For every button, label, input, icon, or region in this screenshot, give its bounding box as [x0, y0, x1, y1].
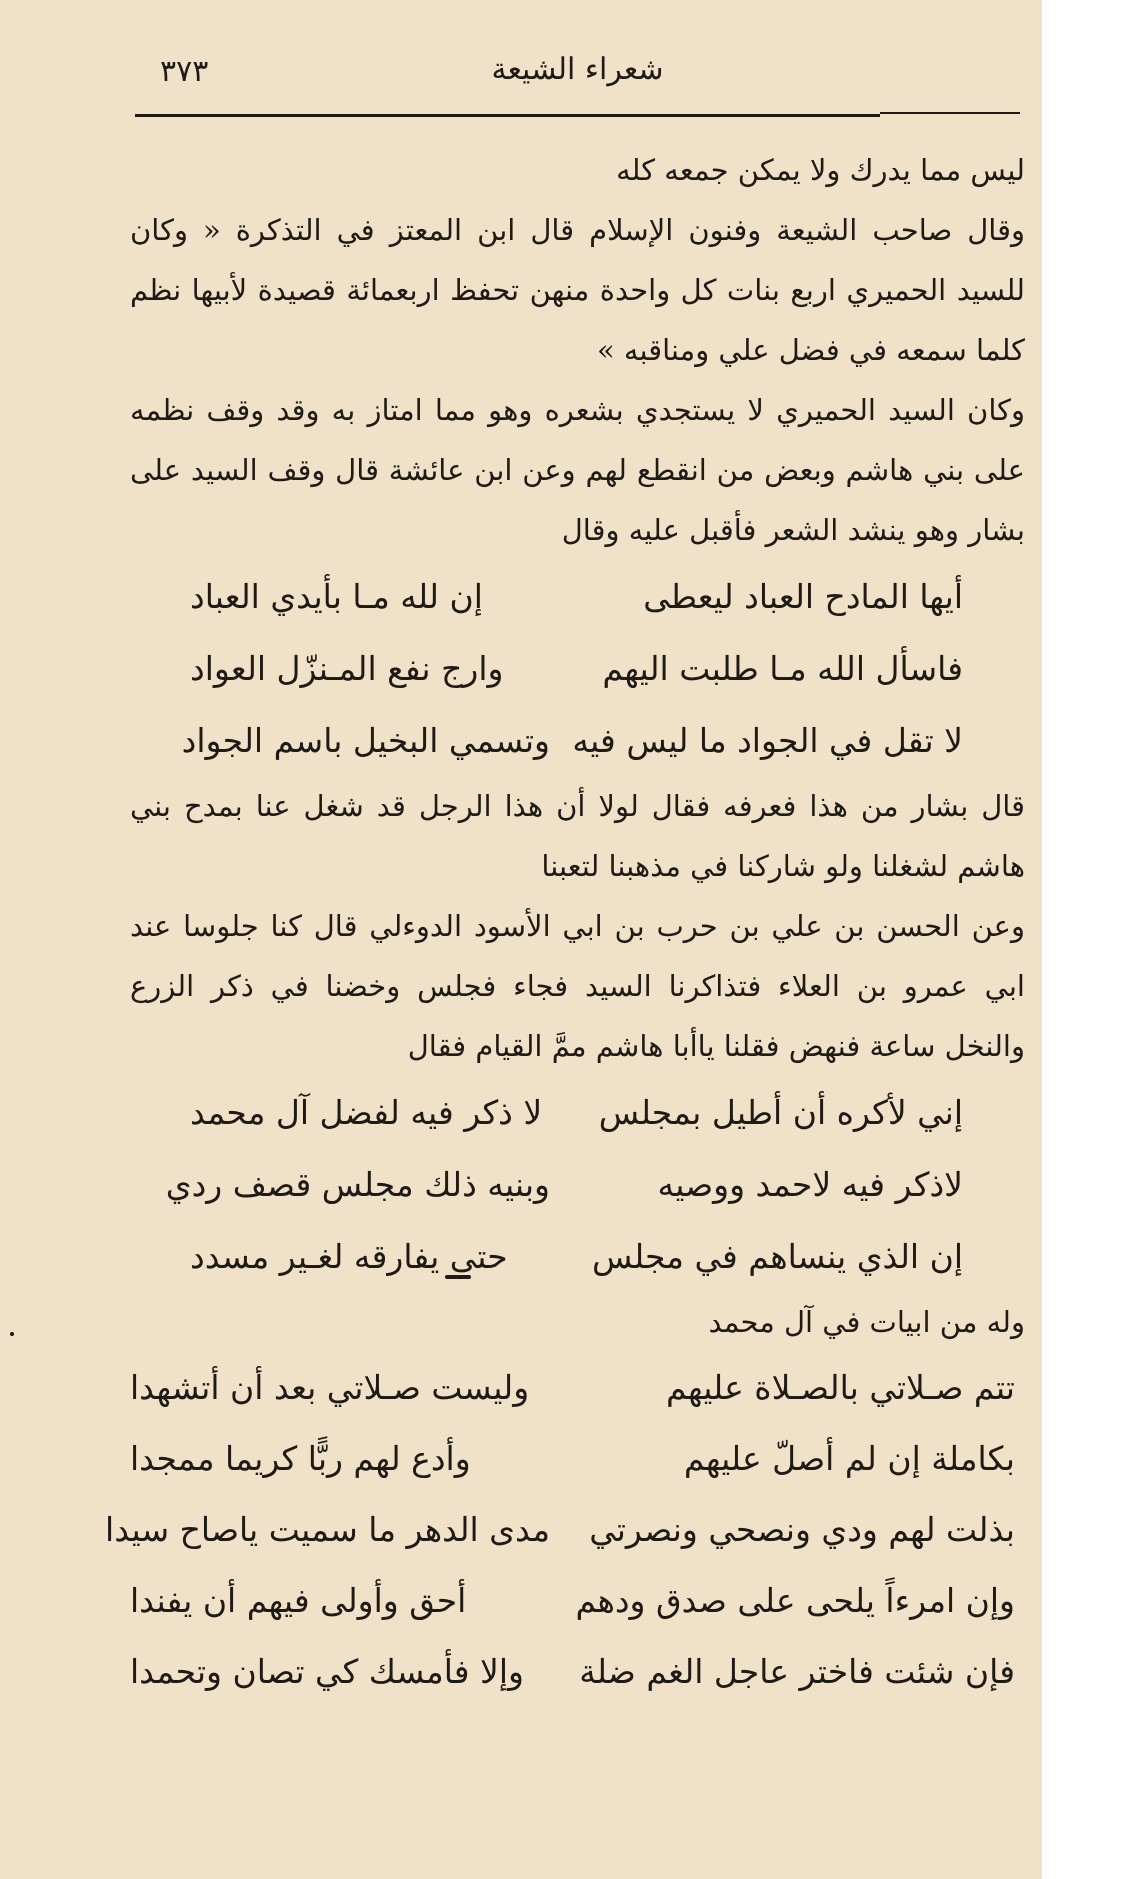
verse-second-hemistich: لا ذكر فيه لفضل آل محمد: [190, 1092, 543, 1132]
paragraph-2: وقال صاحب الشيعة وفنون الإسلام قال ابن المعتز في التذكرة « وكان للسيد الحميري اربع بنات كل واحدة منهن تحفظ اربعمائة قصيدة لأبيها نظم كلما سمعه في فضل علي ومناقبه »: [130, 213, 1025, 367]
poem-2: [130, 1076, 1025, 1292]
paragraph-3: وكان السيد الحميري لا يستجدي بشعره وهو مما امتاز به وقد وقف نظمه على بني هاشم وبعض من انقطع لهم وعن ابن عائشة قال وقف السيد على بشار وهو ينشد الشعر فأقبل عليه وقال: [130, 393, 1025, 547]
verse-first-hemistich: أيها المادح العباد ليعطى: [643, 576, 963, 616]
scan-speck: [10, 1332, 14, 1336]
poem-3: [105, 1352, 1025, 1707]
paragraph-5: وعن الحسن بن علي بن حرب بن ابي الأسود الدوءلي قال كنا جلوسا عند ابي عمرو بن العلاء فتذاكرنا السيد فجاء فجلس وخضنا في ذكر الزرع والنخل ساعة فنهض فقلنا ياأبا هاشم ممَّ القيام فقال: [130, 909, 1025, 1063]
page-number: ٣٧٣: [160, 54, 209, 89]
verse: [105, 1494, 1025, 1565]
header-rule: [135, 114, 880, 117]
verse-first-hemistich: وإن امرءاً يلحى على صدق ودهم: [575, 1581, 1015, 1620]
verse-first-hemistich: لا تقل في الجواد ما ليس فيه: [572, 720, 963, 760]
verse-first-hemistich: بذلت لهم ودي ونصحي ونصرتي: [589, 1510, 1015, 1549]
verse: [130, 1352, 1025, 1423]
verse-second-hemistich: حتى يفارقه لغـير مسدد: [190, 1236, 508, 1276]
paragraph-6: وله من ابيات في آل محمد: [708, 1305, 1025, 1339]
verse-first-hemistich: إن الذي ينساهم في مجلس: [592, 1236, 963, 1276]
paragraph-4: قال بشار من هذا فعرفه فقال لولا أن هذا الرجل قد شغل عنا بمدح بني هاشم لشغلنا ولو شاركنا في مذهبنا لتعبنا: [130, 789, 1025, 883]
verse-second-hemistich: أحق وأولى فيهم أن يفندا: [130, 1581, 467, 1620]
verse-second-hemistich: وأدع لهم ربًّا كريما ممجدا: [130, 1439, 471, 1478]
page-body: [105, 140, 1025, 1707]
verse: [130, 560, 1025, 632]
poem-1: [130, 560, 1025, 776]
verse-second-hemistich: مدى الدهر ما سميت ياصاح سيدا: [105, 1510, 550, 1549]
section-separator: [445, 1275, 471, 1279]
verse-second-hemistich: إن لله مـا بأيدي العباد: [190, 576, 483, 616]
header-rule-thin: [880, 112, 1020, 114]
running-title: شعراء الشيعة: [491, 52, 664, 87]
verse: [130, 1148, 1025, 1220]
verse: [130, 1076, 1025, 1148]
verse-first-hemistich: لاذكر فيه لاحمد ووصيه: [657, 1164, 963, 1204]
verse-first-hemistich: بكاملة إن لم أصلّ عليهم: [683, 1439, 1015, 1478]
verse-first-hemistich: إني لأكره أن أطيل بمجلس: [598, 1092, 963, 1132]
verse-first-hemistich: فاسأل الله مـا طلبت اليهم: [602, 648, 963, 688]
verse-second-hemistich: وبنيه ذلك مجلس قصف ردي: [165, 1164, 550, 1204]
verse: [130, 1565, 1025, 1636]
verse-second-hemistich: وإلا فأمسك كي تصان وتحمدا: [130, 1652, 524, 1691]
verse-second-hemistich: وارج نفع المـنزّل العواد: [190, 648, 504, 688]
verse-first-hemistich: تتم صـلاتي بالصـلاة عليهم: [666, 1368, 1015, 1407]
verse: [130, 632, 1025, 704]
verse-second-hemistich: وليست صـلاتي بعد أن أتشهدا: [130, 1368, 530, 1407]
verse: [130, 1636, 1025, 1707]
verse: [130, 704, 1025, 776]
verse-first-hemistich: فإن شئت فاختر عاجل الغم ضلة: [579, 1652, 1015, 1691]
verse-second-hemistich: وتسمي البخيل باسم الجواد: [181, 720, 550, 760]
paragraph-1: ليس مما يدرك ولا يمكن جمعه كله: [616, 153, 1025, 187]
page-header: [135, 48, 1020, 108]
verse: [130, 1423, 1025, 1494]
verse: [130, 1220, 1025, 1292]
